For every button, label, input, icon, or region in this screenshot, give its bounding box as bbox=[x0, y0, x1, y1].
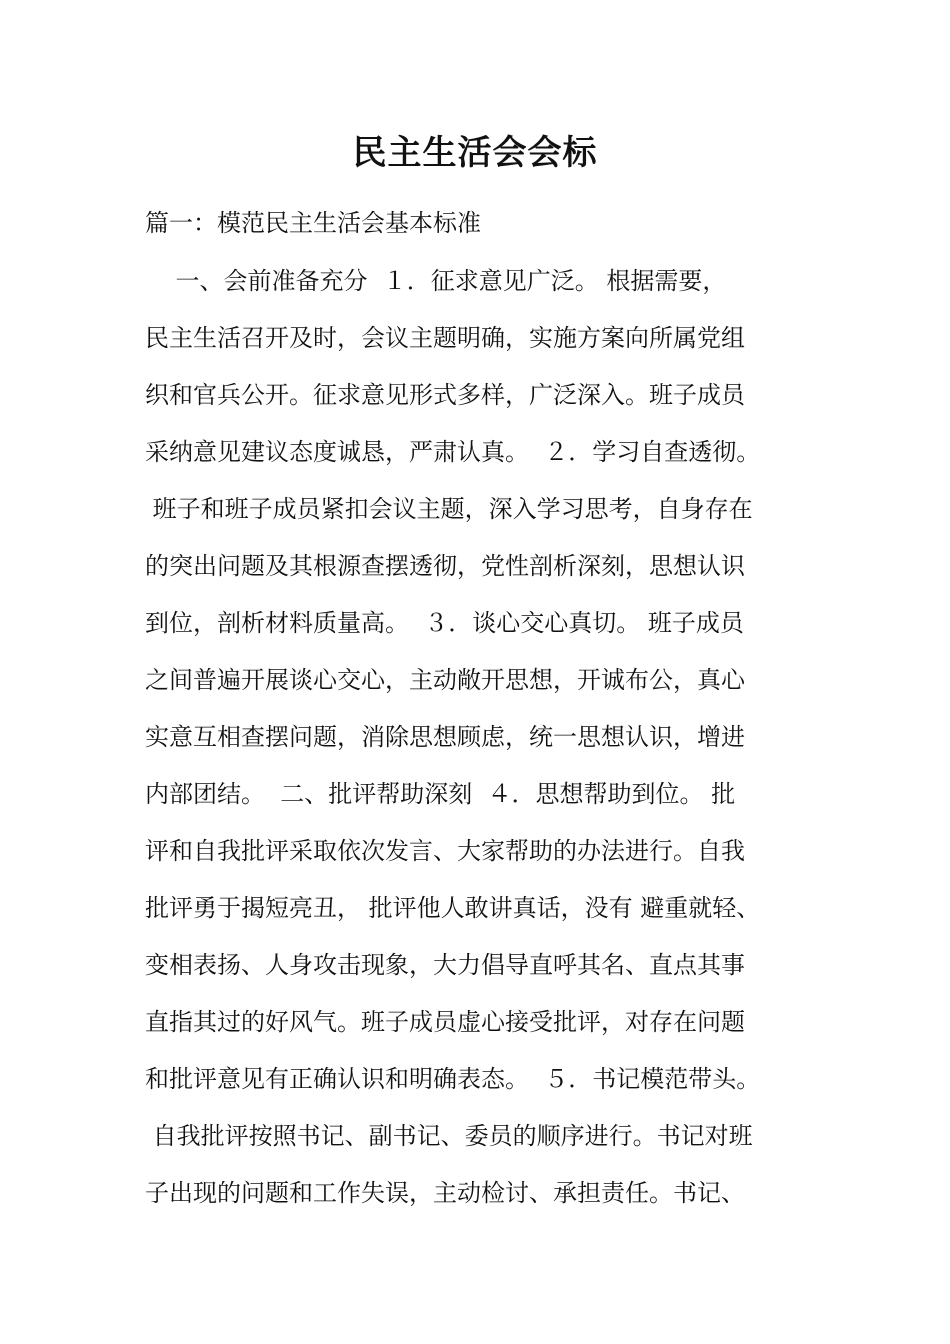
text-line: 内部团结。 二、批评帮助深刻 ４．思想帮助到位。 批 bbox=[145, 780, 736, 808]
text-line: 民主生活召开及时，会议主题明确，实施方案向所属党组 bbox=[145, 324, 745, 352]
text-line: 和批评意见有正确认识和明确表态。 ５．书记模范带头。 bbox=[145, 1065, 761, 1093]
document-title: 民主生活会会标 bbox=[352, 133, 598, 173]
text-line: 织和官兵公开。征求意见形式多样，广泛深入。班子成员 bbox=[145, 381, 745, 409]
document-subtitle: 篇一：模范民主生活会基本标准 bbox=[145, 209, 481, 237]
text-line: 之间普遍开展谈心交心，主动敞开思想，开诚布公，真心 bbox=[145, 666, 745, 694]
text-line: 自我批评按照书记、副书记、委员的顺序进行。书记对班 bbox=[145, 1122, 753, 1150]
text-line: 子出现的问题和工作失误，主动检讨、承担责任。书记、 bbox=[145, 1179, 745, 1207]
body-text bbox=[145, 259, 845, 1228]
text-line: 一、会前准备充分 １．征求意见广泛。 根据需要， bbox=[145, 267, 727, 295]
text-line: 变相表扬、人身攻击现象，大力倡导直呼其名、直点其事 bbox=[145, 951, 745, 979]
text-line: 的突出问题及其根源查摆透彻，党性剖析深刻，思想认识 bbox=[145, 552, 745, 580]
text-line: 班子和班子成员紧扣会议主题，深入学习思考，自身存在 bbox=[145, 495, 753, 523]
text-line: 直指其过的好风气。班子成员虚心接受批评，对存在问题 bbox=[145, 1008, 745, 1036]
text-line: 实意互相查摆问题，消除思想顾虑，统一思想认识，增进 bbox=[145, 723, 745, 751]
text-line: 采纳意见建议态度诚恳，严肃认真。 ２．学习自查透彻。 bbox=[145, 438, 761, 466]
text-line: 批评勇于揭短亮丑， 批评他人敢讲真话，没有 避重就轻、 bbox=[145, 894, 761, 922]
text-line: 到位，剖析材料质量高。 ３．谈心交心真切。 班子成员 bbox=[145, 609, 744, 637]
text-line: 评和自我批评采取依次发言、大家帮助的办法进行。自我 bbox=[145, 837, 745, 865]
